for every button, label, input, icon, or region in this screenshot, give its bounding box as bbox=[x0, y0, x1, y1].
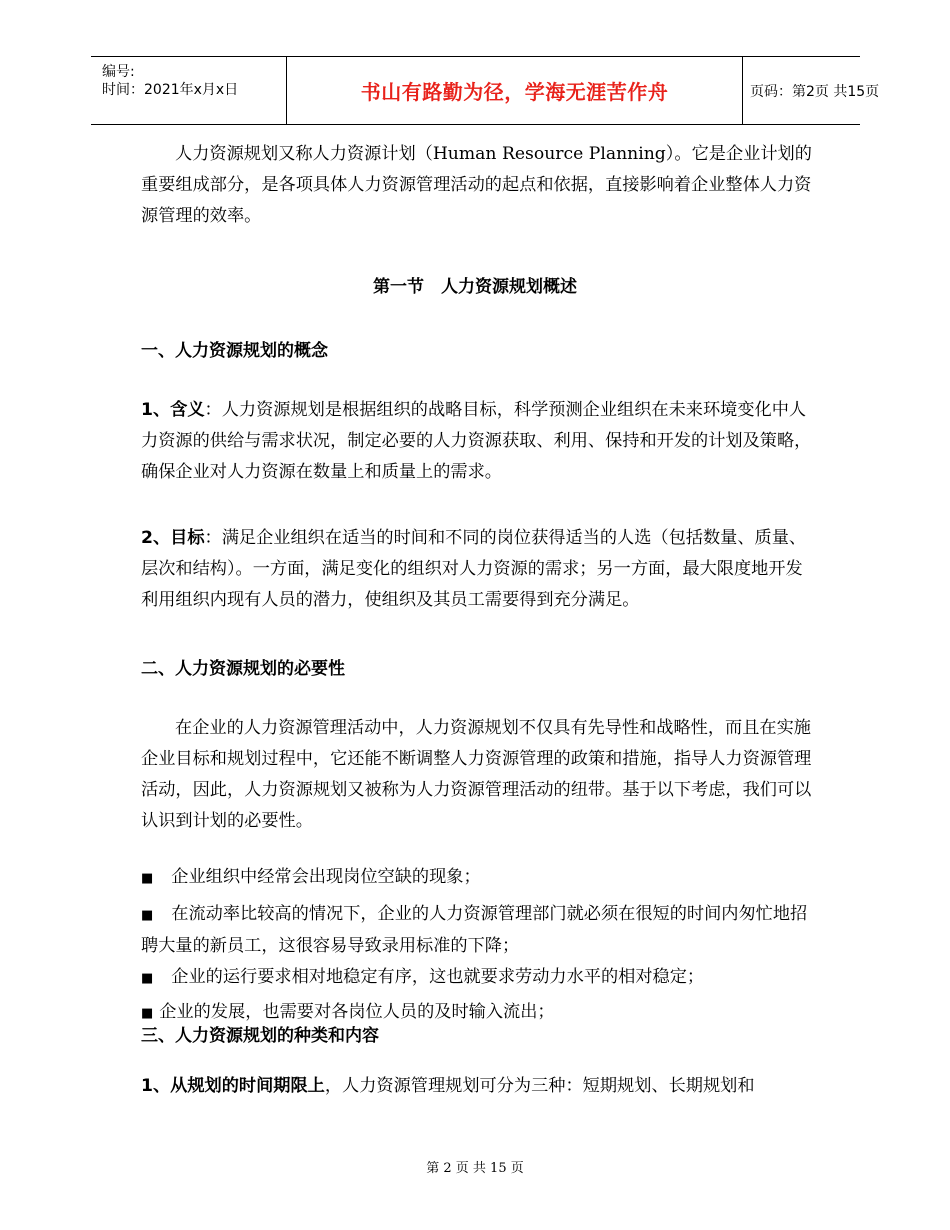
list-item: ■ 在流动率比较高的情况下，企业的人力资源管理部门就必须在很短的时间内匆忙地招聘大量的新员工，这很容易导致录用标准的下降； bbox=[141, 904, 808, 956]
goal-text: ：满足企业组织在适当的时间和不同的岗位获得适当的人选（包括数量、质量、层次和结构）。一方面，满足变化的组织对人力资源的需求；另一方面，最大限度地开发利用组织内现有人员的潜力，使组织及其员工需要得到充分满足。 bbox=[141, 528, 807, 610]
header-page-code: 页码：第2页 共15页 bbox=[750, 83, 880, 100]
heading-necessity: 二、人力资源规划的必要性 bbox=[141, 659, 345, 679]
definition-paragraph bbox=[141, 395, 813, 488]
goal-paragraph bbox=[141, 523, 813, 616]
goal-label: 2、目标 bbox=[141, 528, 205, 548]
bullet-square-icon: ■ bbox=[141, 1006, 154, 1021]
necessity-paragraph: 在企业的人力资源管理活动中，人力资源规划不仅具有先导性和战略性，而且在实施企业目标和规划过程中，它还能不断调整人力资源管理的政策和措施，指导人力资源管理活动，因此，人力资源规划又被称为人力资源管理活动的纽带。基于以下考虑，我们可以认识到计划的必要性。 bbox=[141, 718, 812, 831]
heading-concept: 一、人力资源规划的概念 bbox=[141, 341, 328, 361]
page-footer: 第 2 页 共 15 页 bbox=[426, 1161, 524, 1176]
header-motto: 书山有路勤为径，学海无涯苦作舟 bbox=[360, 80, 669, 104]
types-label: 1、从规划的时间期限上 bbox=[141, 1076, 325, 1096]
list-item: ■ 企业组织中经常会出现岗位空缺的现象； bbox=[141, 867, 481, 887]
document-time-label: 时间：2021年x月x日 bbox=[102, 82, 239, 98]
types-paragraph bbox=[141, 1071, 813, 1102]
definition-label: 1、含义 bbox=[141, 400, 205, 420]
list-item: ■ 企业的运行要求相对地稳定有序，这也就要求劳动力水平的相对稳定； bbox=[141, 967, 705, 987]
header-page-cell bbox=[742, 57, 880, 124]
header-meta bbox=[91, 57, 286, 124]
bullet-square-icon: ■ bbox=[141, 908, 154, 923]
section-title: 第一节 人力资源规划概述 bbox=[373, 277, 577, 297]
heading-types: 三、人力资源规划的种类和内容 bbox=[141, 1026, 379, 1046]
definition-text: ：人力资源规划是根据组织的战略目标，科学预测企业组织在未来环境变化中人力资源的供给与需求状况，制定必要的人力资源获取、利用、保持和开发的计划及策略，确保企业对人力资源在数量上和质量上的需求。 bbox=[141, 400, 812, 482]
bullet-square-icon: ■ bbox=[141, 971, 154, 986]
list-item: ■ 企业的发展，也需要对各岗位人员的及时输入流出； bbox=[141, 1002, 555, 1022]
types-text: ，人力资源管理规划可分为三种：短期规划、长期规划和 bbox=[324, 1076, 755, 1096]
page-header bbox=[91, 56, 880, 125]
document-number-label: 编号: bbox=[102, 64, 135, 80]
bullet-square-icon: ■ bbox=[141, 871, 154, 886]
header-motto-cell bbox=[286, 57, 743, 124]
intro-paragraph: 人力资源规划又称人力资源计划（Human Resource Planning）。它是企业计划的重要组成部分，是各项具体人力资源管理活动的起点和依据，直接影响着企业整体人力资源管理的效率。 bbox=[141, 144, 812, 226]
